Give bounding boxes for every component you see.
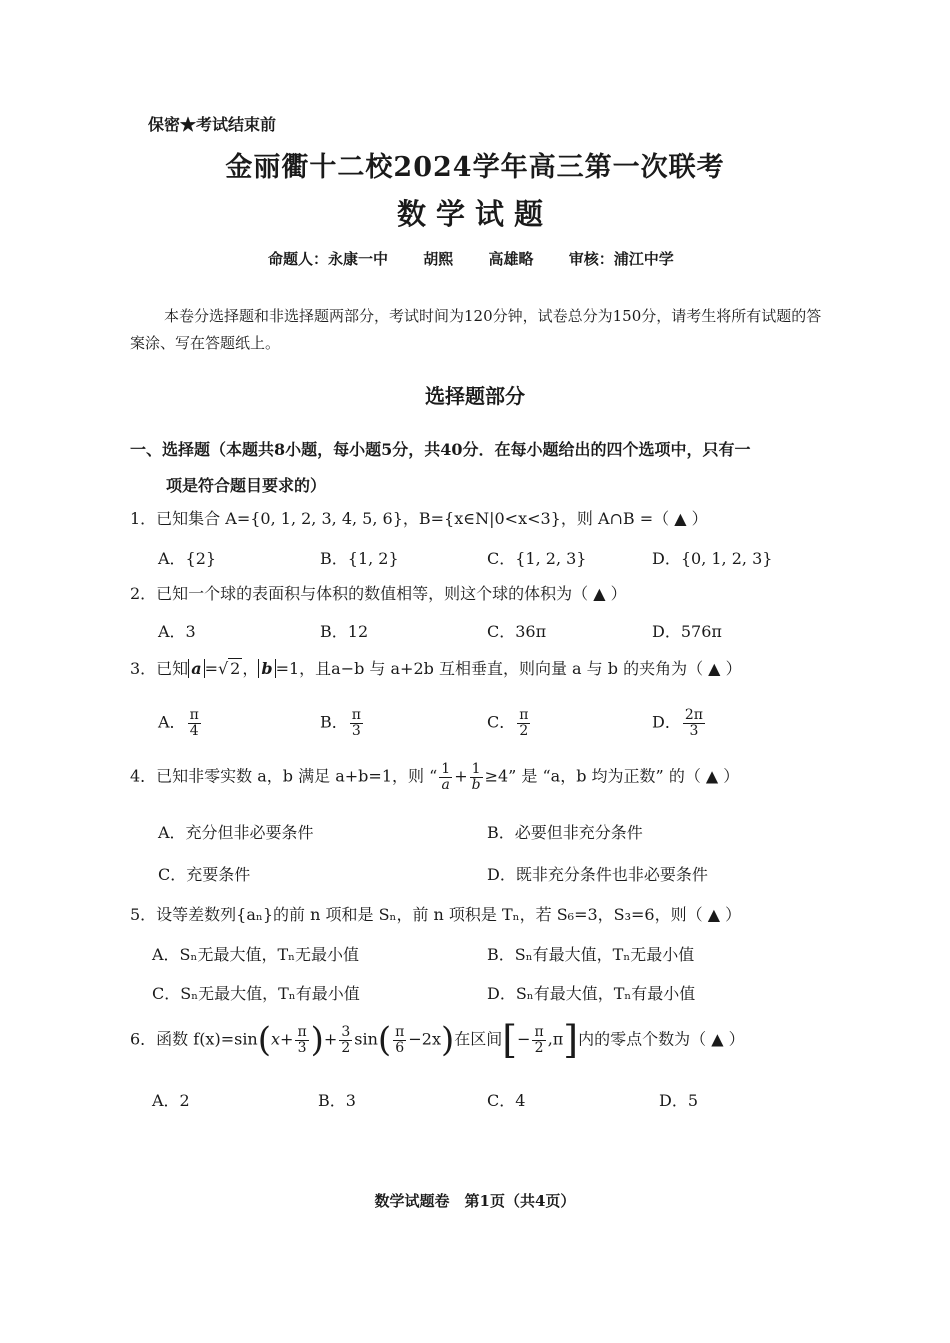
page-footer: 数学试题卷 第1页（共4页） [374,1192,576,1210]
question-3-stem: 3．已知 a =√ 2 ， b =1，且a−b 与 a+2b 互相垂直，则向量 a 与 b 的夹角为（ ▲ ） [130,659,742,678]
q4-option-b: B．必要但非充分条件 [487,823,643,842]
question-6-stem: 6．函数 f(x)=sin(x+ $\frac{\pi}{3}$ )+ $\frac{3}{2}$ sin( $\frac{\pi}{6}$ −2x)在区间[− $\frac{\pi}{2}$ ,π]内的零点个数为（ ▲ ） [130,1018,745,1062]
q6-option-a: A．2 [152,1091,190,1110]
q5-option-b: B．Sₙ有最大值，Tₙ无最小值 [487,945,695,964]
part-one-line2: 项是符合题目要求的） [166,476,327,495]
q5-option-a: A．Sₙ无最大值，Tₙ无最小值 [152,945,360,964]
b-magnitude: b [258,659,275,678]
q3-option-d: D． $\frac{2\pi}{3}$ [652,707,703,739]
author-1: 命题人：永康一中 [268,250,389,268]
q4-option-d: D．既非充分条件也非必要条件 [487,865,708,884]
part-one-heading [130,432,830,504]
q1-option-b: B．{1, 2} [320,549,399,568]
q2-option-b: B．12 [320,622,369,641]
exam-title: 金丽衢十二校2024学年高三第一次联考 [225,152,725,183]
question-2-stem: 2．已知一个球的表面积与体积的数值相等，则这个球的体积为（ ▲ ） [130,584,627,603]
question-5-stem: 5．设等差数列{aₙ}的前 n 项和是 Sₙ，前 n 项积是 Tₙ，若 S₆=3，S₃=6，则（ ▲ ） [130,905,742,924]
q4-option-c: C．充要条件 [158,865,251,884]
q1-option-a: A．{2} [158,549,217,568]
q3-option-a: A． $\frac{\pi}{4}$ [158,707,199,739]
part-one-line1: 一、选择题（本题共8小题，每小题5分，共40分．在每小题给出的四个选项中，只有一 [130,440,751,459]
q2-option-d: D．576π [652,622,722,641]
question-4-stem: 4．已知非零实数 a，b 满足 a+b=1，则 “ $\frac{1}{a}$ + $\frac{1}{b}$ ≥4” 是 “a，b 均为正数” 的（ ▲ ） [130,761,740,793]
author-2: 胡熙 [423,250,454,268]
q6-option-b: B．3 [318,1091,356,1110]
q1-option-d: D．{0, 1, 2, 3} [652,549,773,568]
q6-option-c: C．4 [487,1091,526,1110]
reviewer: 审核：浦江中学 [568,250,674,268]
q5-option-c: C．Sₙ无最大值，Tₙ有最小值 [152,984,360,1003]
q2-option-c: C．36π [487,622,547,641]
author-3: 高雄略 [488,250,534,268]
intro-paragraph: 本卷分选择题和非选择题两部分，考试时间为120分钟，试卷总分为150分，请考生将所有试题的答案涂、写在答题纸上。 [130,307,822,352]
a-magnitude: a [188,659,204,678]
subject-title: 数学试题 [396,197,553,231]
q4-option-a: A．充分但非必要条件 [158,823,314,842]
q1-option-c: C．{1, 2, 3} [487,549,587,568]
q3-option-c: C． $\frac{\pi}{2}$ [487,707,529,739]
section-title: 选择题部分 [425,384,525,408]
q6-option-d: D．5 [659,1091,699,1110]
authors-line [268,248,704,269]
confidential-label: 保密★考试结束前 [148,115,277,134]
q3-option-b: B． $\frac{\pi}{3}$ [320,707,361,739]
question-1-stem: 1．已知集合 A={0, 1, 2, 3, 4, 5, 6}，B={x∈N|0<x<3}，则 A∩B =（ ▲ ） [130,509,708,528]
q5-option-d: D．Sₙ有最大值，Tₙ有最小值 [487,984,696,1003]
q2-option-a: A．3 [158,622,196,641]
